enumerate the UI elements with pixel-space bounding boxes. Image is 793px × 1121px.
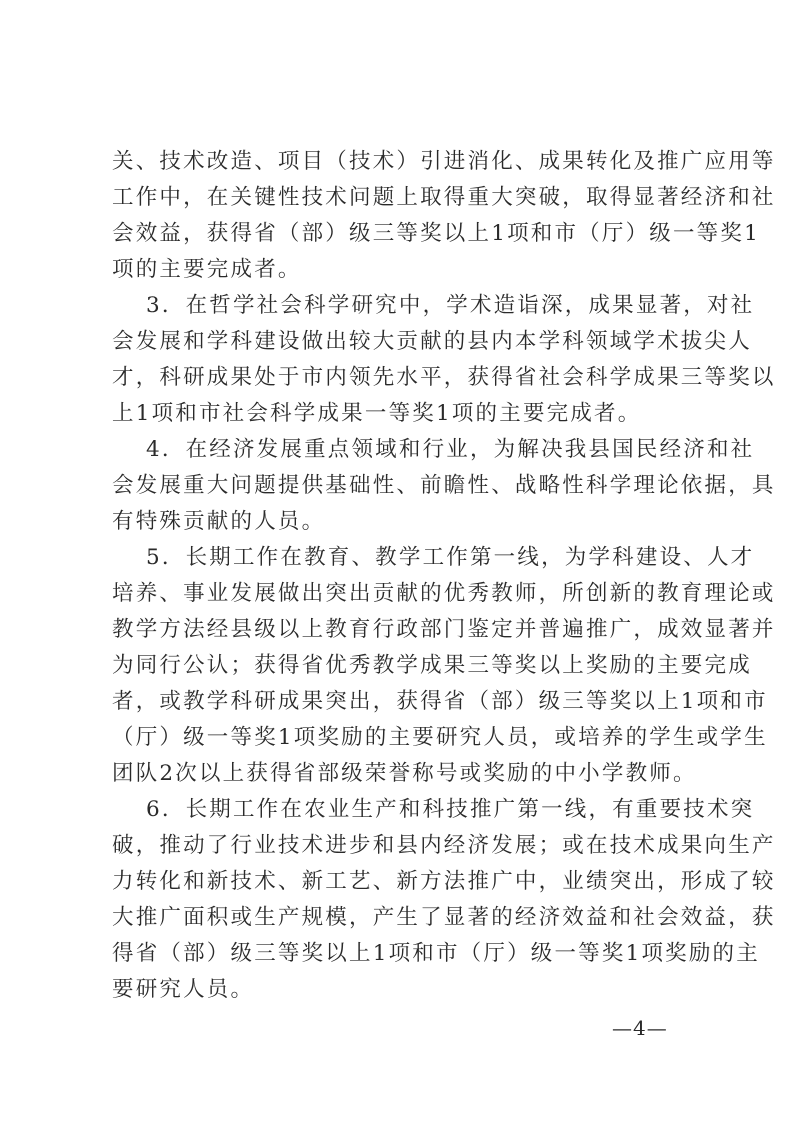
text-line: 才，科研成果处于市内领先水平，获得省社会科学成果三等奖以 <box>112 365 776 390</box>
text-line: 项的主要完成者。 <box>112 257 302 282</box>
text-line: 会发展重大问题提供基础性、前瞻性、战略性科学理论依据，具 <box>112 473 776 498</box>
text-line: 关、技术改造、项目（技术）引进消化、成果转化及推广应用等 <box>112 149 776 174</box>
paragraph-item-6 <box>112 792 776 1008</box>
text-line: 团队2次以上获得省部级荣誉称号或奖励的中小学教师。 <box>112 761 697 786</box>
text-line: 上1项和市社会科学成果一等奖1项的主要完成者。 <box>112 401 642 426</box>
text-line: 4．在经济发展重点领域和行业，为解决我县国民经济和社 <box>146 437 755 462</box>
paragraph-continuation <box>112 144 776 288</box>
text-line: 3．在哲学社会科学研究中，学术造诣深，成果显著，对社 <box>146 293 755 318</box>
text-line: 有特殊贡献的人员。 <box>112 509 326 534</box>
text-line: 破，推动了行业技术进步和县内经济发展；或在技术成果向生产 <box>112 833 776 858</box>
text-line: 要研究人员。 <box>112 977 255 1002</box>
text-line: 培养、事业发展做出突出贡献的优秀教师，所创新的教育理论或 <box>112 581 776 606</box>
text-line: 5．长期工作在教育、教学工作第一线，为学科建设、人才 <box>146 545 755 570</box>
text-line: 大推广面积或生产规模，产生了显著的经济效益和社会效益，获 <box>112 905 776 930</box>
text-line: （厅）级一等奖1项奖励的主要研究人员，或培养的学生或学生 <box>112 725 768 750</box>
text-line: 得省（部）级三等奖以上1项和市（厅）级一等奖1项奖励的主 <box>112 941 760 966</box>
text-line: 会效益，获得省（部）级三等奖以上1项和市（厅）级一等奖1 <box>112 221 760 246</box>
paragraph-item-4 <box>112 432 776 540</box>
text-line: 教学方法经县级以上教育行政部门鉴定并普遍推广，成效显著并 <box>112 617 776 642</box>
paragraph-item-5 <box>112 540 776 792</box>
document-body <box>112 144 776 1008</box>
text-line: 者，或教学科研成果突出，获得省（部）级三等奖以上1项和市 <box>112 689 768 714</box>
paragraph-item-3 <box>112 288 776 432</box>
text-line: 工作中，在关键性技术问题上取得重大突破，取得显著经济和社 <box>112 185 776 210</box>
page-number: —4— <box>612 1016 668 1040</box>
text-line: 为同行公认；获得省优秀教学成果三等奖以上奖励的主要完成 <box>112 653 752 678</box>
text-line: 6．长期工作在农业生产和科技推广第一线，有重要技术突 <box>146 797 755 822</box>
text-line: 会发展和学科建设做出较大贡献的县内本学科领域学术拔尖人 <box>112 329 752 354</box>
text-line: 力转化和新技术、新工艺、新方法推广中，业绩突出，形成了较 <box>112 869 776 894</box>
